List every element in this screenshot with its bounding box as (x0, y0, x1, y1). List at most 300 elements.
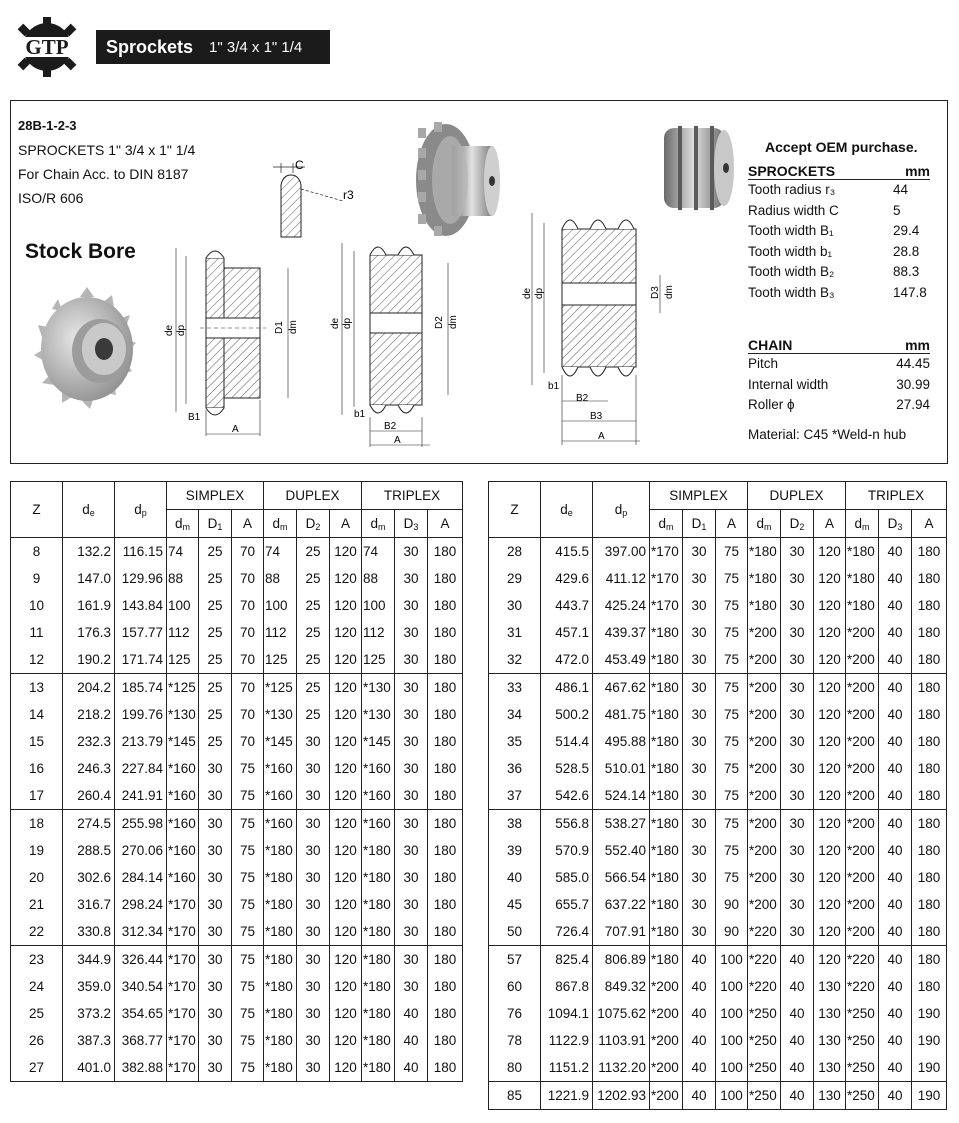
table-cell: 120 (814, 810, 846, 838)
table-cell: *180 (362, 1054, 395, 1082)
table-cell: 120 (814, 592, 846, 619)
table-cell: 88 (264, 565, 297, 592)
table-cell: 40 (879, 1027, 912, 1054)
header-dm-main: d (174, 515, 183, 531)
table-cell: 30 (683, 538, 716, 566)
table-row (11, 1027, 463, 1054)
table-cell: 112 (362, 619, 395, 646)
header-duplex: DUPLEX (264, 482, 362, 510)
label-b2-triplex: B2 (576, 393, 589, 404)
sprocket_specs-label: Tooth radius r₃ (748, 182, 836, 197)
table-cell: *160 (167, 782, 199, 810)
table-cell: 30 (199, 837, 232, 864)
table-cell: 74 (167, 538, 199, 566)
table-cell: 556.8 (541, 810, 593, 838)
table-cell: 30 (395, 755, 428, 782)
table-cell: 40 (781, 1082, 814, 1110)
table-row (11, 728, 463, 755)
header-dm-sub: m (280, 521, 288, 532)
table-cell: 40 (781, 1027, 814, 1054)
table-row (11, 837, 463, 864)
table-cell: *180 (846, 592, 879, 619)
table-cell: 825.4 (541, 946, 593, 974)
table-cell: *200 (748, 810, 781, 838)
table-cell: 180 (428, 837, 463, 864)
table-cell: 180 (912, 973, 947, 1000)
table-row (489, 538, 947, 566)
label-de: de (164, 324, 175, 336)
header-dm-sub: m (764, 521, 772, 532)
table-cell: *170 (650, 538, 683, 566)
table-cell: 40 (781, 1000, 814, 1027)
table-cell: *180 (362, 973, 395, 1000)
table-cell: 120 (814, 864, 846, 891)
label-b1-small-triplex: b1 (548, 381, 560, 392)
sprocket_specs-row (748, 221, 930, 242)
table-cell: *170 (167, 1054, 199, 1082)
table-cell: 30 (199, 946, 232, 974)
table-cell: *180 (264, 973, 297, 1000)
table-cell: 31 (489, 619, 541, 646)
table-cell: 40 (879, 864, 912, 891)
table-cell: *200 (650, 1054, 683, 1082)
table-cell: *130 (362, 701, 395, 728)
table-cell: 495.88 (593, 728, 650, 755)
sprocket_specs-row (748, 283, 930, 304)
table-cell: *180 (264, 864, 297, 891)
table-row (489, 946, 947, 974)
label-dm: dm (288, 320, 299, 334)
label-b1-small: b1 (354, 409, 366, 420)
header-de-main: d (560, 501, 568, 517)
table-cell: 70 (232, 674, 264, 702)
product-line-2: For Chain Acc. to DIN 8187 (18, 166, 189, 182)
sprocket_specs-row (748, 262, 930, 283)
table-cell: 120 (330, 565, 362, 592)
header-dp-sub: p (141, 507, 147, 518)
table-row (489, 782, 947, 810)
table-cell: 255.98 (115, 810, 167, 838)
header-de (63, 482, 115, 538)
table-cell: 199.76 (115, 701, 167, 728)
table-cell: *200 (846, 918, 879, 946)
table-cell: 75 (232, 891, 264, 918)
sprocket_specs-label: Tooth width B₁ (748, 223, 834, 238)
chain_specs-value: 44.45 (896, 356, 930, 371)
header-d3 (395, 510, 428, 538)
table-cell: *130 (264, 701, 297, 728)
table-cell: 30 (395, 538, 428, 566)
header-a: A (912, 510, 947, 538)
table-cell: 17 (11, 782, 63, 810)
page-size: 1" 3/4 x 1" 1/4 (209, 38, 303, 56)
table-cell: 30 (395, 891, 428, 918)
table-cell: 180 (428, 646, 463, 674)
table-cell: 120 (330, 891, 362, 918)
table-cell: 20 (11, 864, 63, 891)
table-cell: 368.77 (115, 1027, 167, 1054)
table-cell: 30 (781, 782, 814, 810)
table-cell: *180 (748, 565, 781, 592)
table-cell: 30 (395, 646, 428, 674)
table-cell: 33 (489, 674, 541, 702)
table-cell: 120 (814, 538, 846, 566)
table-cell: 30 (683, 701, 716, 728)
table-cell: *160 (362, 810, 395, 838)
logo-text: GTP (25, 35, 69, 59)
table-cell: 30 (297, 1054, 330, 1082)
table-cell: 180 (428, 538, 463, 566)
table-cell: 40 (683, 1000, 716, 1027)
table-cell: 1075.62 (593, 1000, 650, 1027)
table-cell: 443.7 (541, 592, 593, 619)
header-d1-sub: 1 (217, 521, 223, 532)
sprocket_specs-label: Radius width C (748, 202, 839, 218)
header-d3-sub: 3 (897, 521, 903, 532)
table-cell: 30 (395, 674, 428, 702)
label-dm-duplex: dm (448, 315, 459, 329)
table-row (11, 538, 463, 566)
chain-specs-header (748, 337, 930, 354)
table-cell: 180 (912, 918, 947, 946)
table-cell: 40 (879, 755, 912, 782)
table-cell: 241.91 (115, 782, 167, 810)
label-d1: D1 (274, 321, 285, 334)
table-cell: 40 (489, 864, 541, 891)
table-cell: 157.77 (115, 619, 167, 646)
table-cell: 298.24 (115, 891, 167, 918)
label-r3: r3 (343, 188, 354, 202)
header-d2 (297, 510, 330, 538)
table-cell: 120 (330, 728, 362, 755)
table-cell: 75 (716, 674, 748, 702)
table-cell: 312.34 (115, 918, 167, 946)
table-cell: 30 (395, 701, 428, 728)
table-cell: *180 (362, 837, 395, 864)
table-cell: 726.4 (541, 918, 593, 946)
table-cell: 37 (489, 782, 541, 810)
table-cell: 30 (781, 538, 814, 566)
table-row (11, 701, 463, 728)
table-cell: 80 (489, 1054, 541, 1082)
table-cell: 538.27 (593, 810, 650, 838)
table-row (11, 973, 463, 1000)
label-a-simplex: A (232, 424, 239, 435)
table-cell: 112 (167, 619, 199, 646)
table-cell: 40 (879, 782, 912, 810)
table-cell: *180 (650, 674, 683, 702)
table-cell: 467.62 (593, 674, 650, 702)
table-cell: 40 (879, 619, 912, 646)
table-cell: *160 (264, 810, 297, 838)
table-cell: 180 (428, 701, 463, 728)
table-cell: 40 (879, 946, 912, 974)
header-dm (846, 510, 879, 538)
dimension-table-left (10, 481, 463, 1082)
table-cell: 30 (297, 973, 330, 1000)
table-cell: *250 (748, 1054, 781, 1082)
table-cell: 75 (232, 1027, 264, 1054)
header-simplex: SIMPLEX (167, 482, 264, 510)
table-cell: 75 (716, 728, 748, 755)
table-cell: 453.49 (593, 646, 650, 674)
table-cell: 30 (297, 918, 330, 946)
header-d1 (683, 510, 716, 538)
sprocket_specs-row (748, 201, 930, 222)
table-cell: 359.0 (63, 973, 115, 1000)
table-cell: 284.14 (115, 864, 167, 891)
table-cell: 120 (814, 946, 846, 974)
table-cell: *170 (167, 918, 199, 946)
table-cell: 30 (781, 728, 814, 755)
table-cell: *200 (846, 755, 879, 782)
header-dp-sub: p (622, 507, 628, 518)
table-cell: 23 (11, 946, 63, 974)
label-dm-triplex: dm (664, 285, 675, 299)
material-note: Material: C45 *Weld-n hub (748, 427, 907, 442)
table-cell: 397.00 (593, 538, 650, 566)
table-cell: 190.2 (63, 646, 115, 674)
header-triplex: TRIPLEX (846, 482, 947, 510)
product-line-3: ISO/R 606 (18, 190, 84, 206)
dimension-table-right (488, 481, 947, 1110)
table-cell: 40 (879, 1000, 912, 1027)
table-cell: *180 (650, 918, 683, 946)
table-cell: 180 (912, 755, 947, 782)
table-cell: 344.9 (63, 946, 115, 974)
table-cell: 180 (912, 592, 947, 619)
table-cell: 120 (814, 619, 846, 646)
table-cell: 75 (232, 810, 264, 838)
table-cell: 1221.9 (541, 1082, 593, 1110)
table-cell: 40 (781, 946, 814, 974)
table-row (489, 891, 947, 918)
table-cell: 120 (330, 674, 362, 702)
table-cell: 30 (297, 1027, 330, 1054)
product-code: 28B-1-2-3 (18, 118, 77, 133)
table-cell: *200 (748, 646, 781, 674)
header-a: A (330, 510, 362, 538)
table-cell: 373.2 (63, 1000, 115, 1027)
table-cell: 30 (297, 782, 330, 810)
table-cell: 30 (395, 837, 428, 864)
table-cell: 38 (489, 810, 541, 838)
table-cell: 180 (428, 619, 463, 646)
table-cell: 30 (683, 565, 716, 592)
table-cell: 566.54 (593, 864, 650, 891)
table-cell: 180 (912, 946, 947, 974)
header-a: A (814, 510, 846, 538)
table-cell: 70 (232, 728, 264, 755)
table-cell: 40 (683, 946, 716, 974)
header-dm-main: d (756, 515, 764, 531)
product-line-1: SPROCKETS 1" 3/4 x 1" 1/4 (18, 142, 196, 158)
table-cell: *200 (846, 701, 879, 728)
header-dm-main: d (854, 515, 862, 531)
table-cell: 112 (264, 619, 297, 646)
table-cell: 100 (716, 1054, 748, 1082)
table-cell: *160 (167, 755, 199, 782)
table-cell: 60 (489, 973, 541, 1000)
table-cell: 75 (232, 973, 264, 1000)
table-cell: *200 (846, 864, 879, 891)
table-cell: 25 (297, 565, 330, 592)
table-cell: 100 (716, 1082, 748, 1110)
table-cell: 90 (716, 891, 748, 918)
duplex-section-drawing (330, 235, 460, 450)
table-cell: 25 (297, 538, 330, 566)
table-cell: 439.37 (593, 619, 650, 646)
table-cell: 75 (232, 918, 264, 946)
table-cell: 120 (330, 646, 362, 674)
table-cell: 40 (879, 565, 912, 592)
table-cell: 30 (683, 837, 716, 864)
table-cell: 39 (489, 837, 541, 864)
table-cell: 552.40 (593, 837, 650, 864)
table-cell: 180 (428, 565, 463, 592)
header-a: A (716, 510, 748, 538)
table-cell: 120 (330, 592, 362, 619)
table-cell: *200 (748, 837, 781, 864)
table-cell: *145 (264, 728, 297, 755)
table-cell: *250 (846, 1027, 879, 1054)
table-cell: *200 (846, 891, 879, 918)
table-cell: 1151.2 (541, 1054, 593, 1082)
header-d3-main: D (887, 515, 898, 531)
table-cell: 425.24 (593, 592, 650, 619)
table-cell: 75 (716, 837, 748, 864)
chain_specs-label: Internal width (748, 376, 829, 392)
table-cell: 120 (814, 782, 846, 810)
table-row (11, 1054, 463, 1082)
table-cell: 510.01 (593, 755, 650, 782)
label-c: C (295, 158, 304, 172)
table-cell: 12 (11, 646, 63, 674)
table-cell: 130 (814, 1082, 846, 1110)
header-dp-main: d (614, 501, 623, 517)
sprocket_specs-label: Tooth width b₁ (748, 243, 833, 259)
table-cell: 120 (330, 837, 362, 864)
table-cell: 40 (879, 1082, 912, 1110)
table-cell: *160 (264, 755, 297, 782)
chain_specs-row (748, 375, 930, 396)
table-cell: 40 (395, 1027, 428, 1054)
table-cell: 30 (683, 891, 716, 918)
table-cell: 120 (330, 946, 362, 974)
table-cell: 70 (232, 592, 264, 619)
header-z: Z (489, 482, 541, 538)
table-row (489, 592, 947, 619)
table-cell: 486.1 (541, 674, 593, 702)
table-cell: 75 (232, 755, 264, 782)
tooth-profile-drawing (265, 155, 365, 245)
table-cell: 120 (330, 755, 362, 782)
table-cell: 120 (330, 1027, 362, 1054)
table-cell: 213.79 (115, 728, 167, 755)
table-cell: 32 (489, 646, 541, 674)
sprocket_specs-row (748, 242, 930, 263)
header-dm-main: d (658, 515, 666, 531)
table-cell: 125 (264, 646, 297, 674)
table-cell: *200 (650, 1027, 683, 1054)
table-cell: 74 (362, 538, 395, 566)
table-cell: 120 (330, 782, 362, 810)
table-cell: 120 (814, 701, 846, 728)
table-cell: 585.0 (541, 864, 593, 891)
table-cell: 25 (297, 701, 330, 728)
header-dp (593, 482, 650, 538)
table-cell: 40 (879, 592, 912, 619)
table-cell: 75 (716, 646, 748, 674)
title-bar (96, 30, 330, 64)
table-cell: 30 (395, 810, 428, 838)
chain_specs-row (748, 354, 930, 375)
table-cell: 100 (264, 592, 297, 619)
table-cell: *145 (362, 728, 395, 755)
table-cell: 180 (428, 864, 463, 891)
table-cell: 75 (716, 864, 748, 891)
table-cell: *180 (650, 810, 683, 838)
table-cell: 120 (814, 565, 846, 592)
table-row (489, 1082, 947, 1110)
table-cell: 120 (330, 864, 362, 891)
header-d2-main: D (305, 515, 316, 531)
table-cell: 24 (11, 973, 63, 1000)
header-d1-main: D (207, 515, 218, 531)
table-cell: 30 (781, 592, 814, 619)
table-cell: 30 (781, 646, 814, 674)
table-cell: 30 (683, 918, 716, 946)
table-cell: 75 (232, 1000, 264, 1027)
table-cell: 26 (11, 1027, 63, 1054)
table-cell: 25 (199, 538, 232, 566)
triplex-section-drawing (512, 205, 675, 450)
table-cell: *180 (362, 891, 395, 918)
table-cell: 88 (167, 565, 199, 592)
table-cell: *160 (167, 864, 199, 891)
table-cell: 330.8 (63, 918, 115, 946)
table-row (11, 891, 463, 918)
table-cell: 11 (11, 619, 63, 646)
table-cell: 14 (11, 701, 63, 728)
table-cell: 120 (330, 973, 362, 1000)
table-cell: 30 (781, 918, 814, 946)
table-cell: 120 (330, 538, 362, 566)
table-row (489, 619, 947, 646)
table-cell: 204.2 (63, 674, 115, 702)
table-row (11, 864, 463, 891)
table-cell: 30 (781, 891, 814, 918)
header-dm (650, 510, 683, 538)
table-cell: *180 (362, 1000, 395, 1027)
table-cell: 75 (716, 592, 748, 619)
table-row (489, 864, 947, 891)
table-cell: 30 (199, 1054, 232, 1082)
header-dm-sub: m (378, 521, 386, 532)
table-row (11, 810, 463, 838)
table-cell: *200 (748, 728, 781, 755)
table-cell: 806.89 (593, 946, 650, 974)
table-cell: 75 (716, 565, 748, 592)
table-cell: *180 (650, 782, 683, 810)
table-cell: 30 (199, 810, 232, 838)
table-cell: *170 (650, 592, 683, 619)
table-cell: 116.15 (115, 538, 167, 566)
table-cell: 30 (199, 973, 232, 1000)
table-cell: 40 (879, 701, 912, 728)
table-cell: 16 (11, 755, 63, 782)
table-cell: 30 (395, 946, 428, 974)
